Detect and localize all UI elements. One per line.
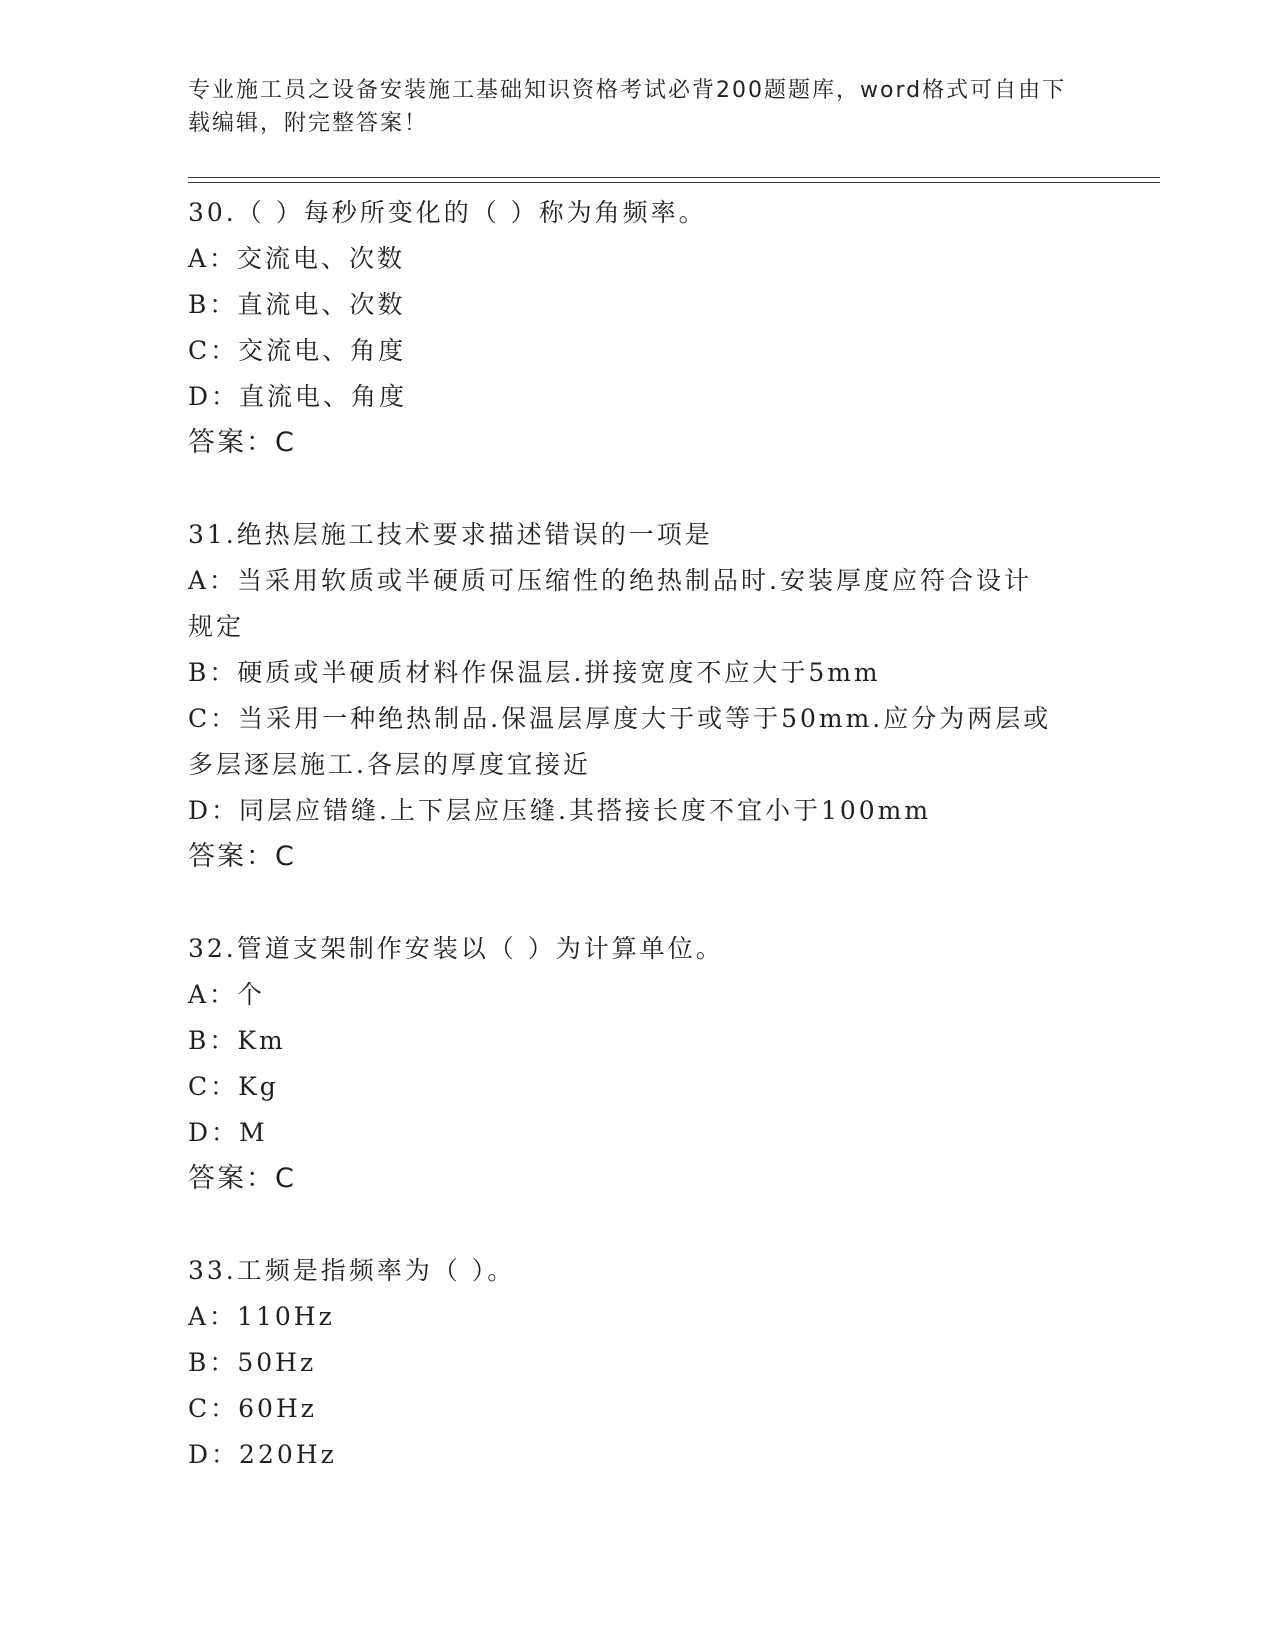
question-30 (188, 190, 1168, 466)
question-list (188, 190, 1168, 1524)
option-d: D：220Hz (188, 1440, 337, 1469)
question-stem: 31.绝热层施工技术要求描述错误的一项是 (188, 520, 713, 549)
document-header: 专业施工员之设备安装施工基础知识资格考试必背200题题库，word格式可自由下载编辑，附完整答案！ (188, 78, 1067, 136)
option-c: C：Kg (188, 1072, 279, 1101)
option-d: D：同层应错缝.上下层应压缝.其搭接长度不宜小于100mm (188, 796, 932, 825)
option-b: B：直流电、次数 (188, 290, 406, 319)
option-a: A：当采用软质或半硬质可压缩性的绝热制品时.安装厚度应符合设计规定 (188, 566, 1033, 641)
answer: 答案：C (188, 841, 296, 872)
option-a: A：交流电、次数 (188, 244, 406, 273)
option-b: B：50Hz (188, 1348, 317, 1377)
option-c: C：当采用一种绝热制品.保温层厚度大于或等于50mm.应分为两层或多层逐层施工.各层的厚度宜接近 (188, 704, 1052, 779)
option-a: A：个 (188, 980, 266, 1009)
option-c: C：交流电、角度 (188, 336, 407, 365)
answer: 答案：C (188, 1163, 296, 1194)
question-stem: 32.管道支架制作安装以（ ）为计算单位。 (188, 934, 724, 963)
option-b: B：Km (188, 1026, 286, 1055)
question-31 (188, 512, 1168, 880)
header-rule-top (188, 177, 1160, 178)
option-c: C：60Hz (188, 1394, 317, 1423)
option-b: B：硬质或半硬质材料作保温层.拼接宽度不应大于5mm (188, 658, 881, 687)
question-stem: 30.（ ）每秒所变化的（ ）称为角频率。 (188, 198, 707, 227)
question-32 (188, 926, 1168, 1202)
question-33 (188, 1248, 1168, 1478)
option-d: D：M (188, 1118, 268, 1147)
answer: 答案：C (188, 427, 296, 458)
header-rule-bottom (188, 182, 1160, 183)
question-stem: 33.工频是指频率为（ ）。 (188, 1256, 516, 1285)
option-d: D：直流电、角度 (188, 382, 408, 411)
option-a: A：110Hz (188, 1302, 335, 1331)
